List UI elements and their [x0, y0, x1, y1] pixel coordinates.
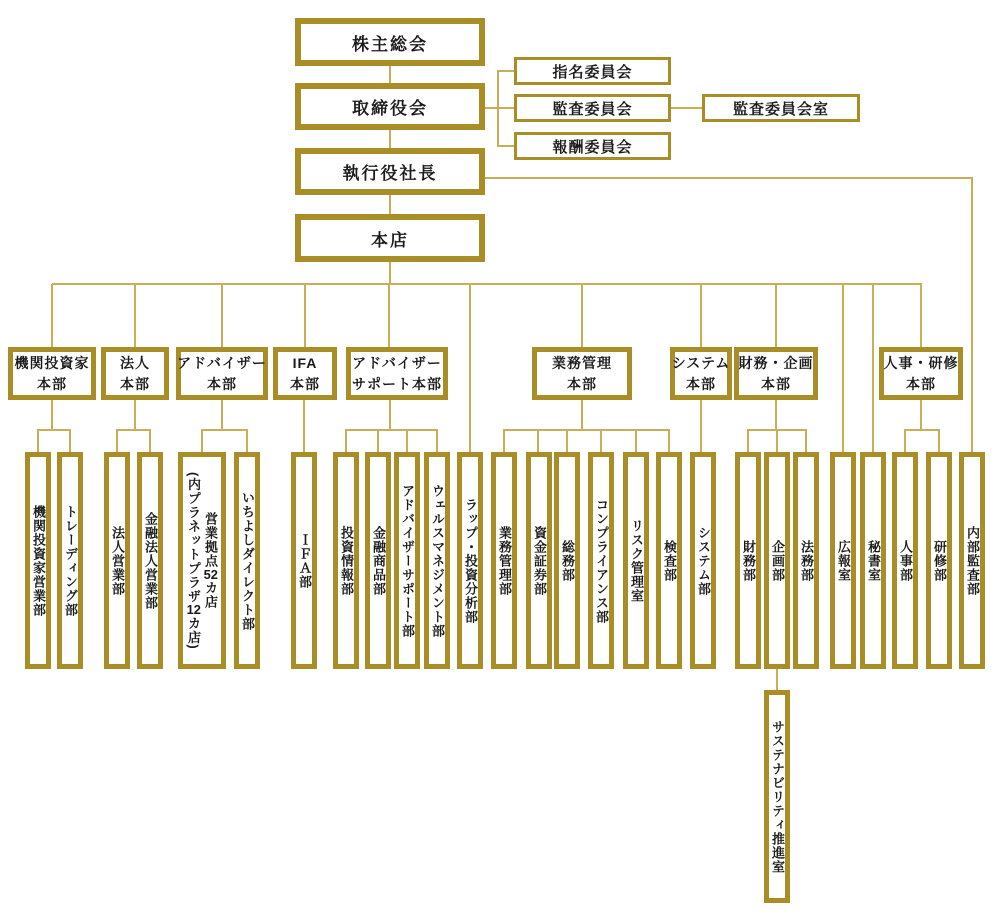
dept-corporate-sales: 法人営業部 — [104, 452, 130, 669]
hq-advisor — [176, 347, 268, 400]
connector-line — [116, 429, 151, 431]
dept-planning: 企画部 — [764, 452, 790, 669]
connector-line — [345, 430, 347, 452]
connector-line — [389, 66, 391, 83]
connector-line — [304, 284, 306, 347]
dept-internal-audit: 内部監査部 — [959, 452, 985, 669]
dept-training: 研修部 — [926, 452, 952, 669]
hq-label-line1: 業務管理 — [552, 355, 612, 372]
connector-line — [134, 400, 136, 431]
connector-line — [581, 284, 583, 347]
dept-ifa: ＩＦＡ部 — [291, 452, 317, 669]
connector-line — [537, 430, 539, 452]
nominating-committee-box: 指名委員会 — [514, 57, 671, 85]
sales-offices-text: 営業拠点 — [203, 512, 218, 568]
connector-line — [920, 284, 922, 347]
connector-line — [436, 430, 438, 452]
dept-risk-management: リスク管理室 — [623, 452, 649, 669]
shareholders-meeting-box: 株主総会 — [295, 18, 485, 66]
dept-sustainability-promotion: サステナビリティ推進室 — [764, 690, 790, 903]
hq-system — [670, 347, 732, 400]
sales-offices-number: 12 — [186, 603, 201, 616]
dept-wealth-management: ウェルスマネジメント部 — [424, 452, 450, 669]
connector-line — [938, 430, 940, 452]
connector-line — [389, 130, 391, 148]
dept-general-affairs: 総務部 — [554, 452, 580, 669]
dept-compliance: コンプライアンス部 — [588, 452, 614, 669]
hq-label-line1: アドバイザー — [352, 355, 442, 372]
hq-label-line1: 機関投資家 — [14, 355, 90, 372]
connector-line — [389, 400, 391, 431]
connector-line — [134, 284, 136, 347]
connector-line — [600, 430, 602, 452]
hq-label-line2: 本部 — [567, 375, 597, 392]
connector-line — [345, 429, 438, 431]
dept-institutional-investor-sales: 機関投資家営業部 — [25, 452, 51, 669]
dept-finance: 財務部 — [735, 452, 761, 669]
connector-line — [635, 430, 637, 452]
dept-trading: トレーディング部 — [57, 452, 83, 669]
audit-committee-office-box: 監査委員会室 — [702, 94, 860, 122]
connector-line — [201, 429, 248, 431]
connector-line — [497, 70, 514, 72]
connector-line — [497, 145, 514, 147]
connector-line — [303, 400, 305, 452]
connector-line — [221, 284, 223, 347]
dept-secretarial: 秘書室 — [860, 452, 886, 669]
president-box: 執行役社長 — [295, 148, 485, 195]
connector-line — [52, 283, 922, 285]
connector-line — [116, 430, 118, 452]
connector-line — [747, 429, 807, 431]
board-of-directors-box: 取締役会 — [295, 83, 485, 130]
hq-label-line1: 法人 — [120, 355, 150, 372]
dept-financial-products: 金融商品部 — [365, 452, 391, 669]
connector-line — [776, 430, 778, 452]
dept-financial-institution-sales: 金融法人営業部 — [137, 452, 163, 669]
dept-treasury-securities: 資金証券部 — [526, 452, 552, 669]
connector-line — [69, 430, 71, 452]
hq-label-line2: 本部 — [207, 375, 237, 392]
dept-advisor-support: アドバイザーサポート部 — [394, 452, 420, 669]
hq-advisor-support — [346, 347, 448, 400]
connector-line — [51, 284, 53, 347]
audit-committee-box: 監査委員会 — [514, 94, 671, 122]
connector-line — [503, 429, 670, 431]
connector-line — [700, 284, 702, 347]
connector-line — [485, 107, 514, 109]
connector-line — [221, 400, 223, 431]
connector-line — [775, 284, 777, 347]
compensation-committee-box: 報酬委員会 — [514, 132, 671, 160]
connector-line — [149, 430, 151, 452]
dept-wrap-investment-analysis: ラップ・投資分析部 — [457, 452, 483, 669]
hq-label-line1: 財務・企画 — [738, 355, 814, 372]
hq-label-line2: 本部 — [906, 375, 936, 392]
connector-line — [246, 430, 248, 452]
connector-line — [37, 430, 39, 452]
connector-line — [406, 430, 408, 452]
connector-line — [51, 400, 53, 431]
dept-public-relations: 広報室 — [830, 452, 856, 669]
sales-offices-column-2 — [185, 457, 202, 664]
connector-line — [201, 430, 203, 452]
hq-label-line2: 本部 — [761, 375, 791, 392]
dept-human-resources: 人事部 — [892, 452, 918, 669]
dept-ichiyoshi-direct: いちよしダイレクト部 — [234, 452, 260, 669]
connector-line — [668, 430, 670, 452]
dept-legal: 法務部 — [793, 452, 819, 669]
connector-line — [37, 429, 71, 431]
connector-line — [388, 284, 390, 347]
connector-line — [503, 430, 505, 452]
connector-line — [700, 400, 702, 452]
sales-offices-text: カ店) — [186, 616, 201, 650]
connector-line — [469, 284, 471, 452]
connector-line — [904, 429, 940, 431]
connector-line — [805, 430, 807, 452]
hq-label-line1: IFA — [292, 355, 318, 372]
hq-label-line1: アドバイザー — [177, 355, 267, 372]
connector-line — [377, 430, 379, 452]
hq-corporate — [101, 347, 169, 400]
connector-line — [775, 400, 777, 431]
hq-label-line2: 本部 — [686, 375, 716, 392]
hq-business-administration — [532, 347, 632, 400]
dept-system: システム部 — [690, 452, 716, 669]
head-office-box: 本店 — [295, 214, 485, 262]
connector-line — [389, 262, 391, 284]
hq-ifa — [273, 347, 337, 400]
connector-line — [842, 284, 844, 452]
connector-line — [920, 400, 922, 431]
hq-label-line2: 本部 — [37, 375, 67, 392]
connector-line — [747, 430, 749, 452]
connector-line — [776, 669, 778, 690]
hq-label-line2: 本部 — [120, 375, 150, 392]
dept-business-administration: 業務管理部 — [491, 452, 517, 669]
connector-line — [872, 284, 874, 452]
sales-offices-text: (内プラネットプラザ — [186, 471, 201, 603]
hq-institutional-investors — [8, 347, 96, 400]
hq-finance-planning — [734, 347, 818, 400]
connector-line — [581, 400, 583, 431]
sales-offices-number: 52 — [203, 568, 218, 581]
hq-label-line2: サポート本部 — [352, 375, 442, 392]
dept-sales-offices — [178, 452, 226, 669]
connector-line — [671, 107, 702, 109]
connector-line — [389, 195, 391, 214]
connector-line — [485, 177, 973, 179]
sales-offices-column-1 — [202, 457, 219, 664]
connector-line — [566, 430, 568, 452]
connector-line — [904, 430, 906, 452]
connector-line — [971, 177, 973, 452]
sales-offices-text: カ店 — [203, 581, 218, 609]
hq-label-line1: 人事・研修 — [883, 355, 959, 372]
hq-label-line1: システム — [671, 355, 731, 372]
dept-investment-information: 投資情報部 — [333, 452, 359, 669]
dept-inspection: 検査部 — [656, 452, 682, 669]
hq-label-line2: 本部 — [290, 375, 320, 392]
hq-hr-training — [879, 347, 963, 400]
